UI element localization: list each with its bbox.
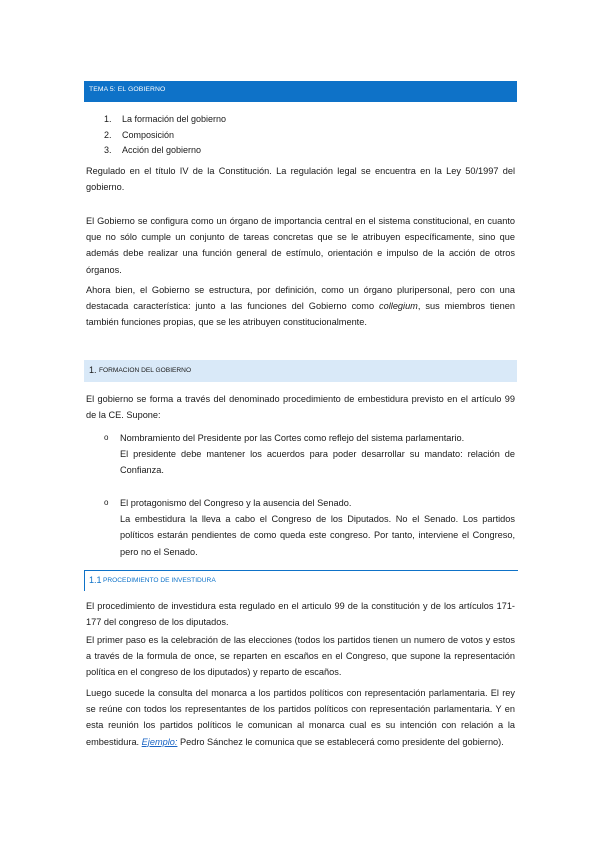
bullet-body: El presidente debe mantener los acuerdos para poder desarrollar su mandato: relación de Confianza. (120, 449, 515, 476)
example-link[interactable]: Ejemplo: (141, 736, 178, 747)
bullet-heading: Nombramiento del Presidente por las Cortes como reflejo del sistema parlamentario. (120, 433, 465, 443)
subsection-title: PROCEDIMIENTO DE INVESTIDURA (103, 577, 216, 584)
intro-paragraph-2: El Gobierno se configura como un órgano de importancia central en el sistema constitucional, en cuanto que no sólo cumple un conjunto de tareas concretas que se le atribuyen específicamente, sino que además debe realizar una función general de estímulo, orientación e impulso de la acción de otros órganos. (86, 216, 515, 275)
section-title: FORMACION DEL GOBIERNO (99, 367, 192, 374)
intro-paragraph-3: Ahora bien, el Gobierno se estructura, por definición, como un órgano pluripersonal, pero con una destacada característica: junto a las funciones del Gobierno como collegium, sus miembros tienen también funciones propias, que se les atribuyen constitucionalmente. (86, 285, 515, 328)
bullet-mark: o (104, 498, 109, 507)
investidura-paragraph-3: Luego sucede la consulta del monarca a los partidos políticos con representación parlamentaria. El rey se reúne con todos los representantes de los partidos políticos con representación parlamentaria. Y en esta reunión los partidos políticos le comunican al monarca cual es su intención con relación a la embestidura. Ejemplo: Pedro Sánchez le comunica que se establecerá como presidente del gobierno). (86, 688, 515, 747)
bullet-heading: El protagonismo del Congreso y la ausencia del Senado. (120, 498, 352, 508)
section-1-1-header (84, 570, 518, 591)
outline-item: 3. Acción del gobierno (104, 145, 202, 155)
collegium-term: collegium (379, 301, 418, 312)
topic-title: TEMA 5: EL GOBIERNO (89, 86, 166, 93)
section-number: 1. (89, 365, 97, 375)
outline-item: 1. La formación del gobierno (104, 114, 227, 124)
investidura-paragraph-2: El primer paso es la celebración de las elecciones (todos los partidos tienen un numero de votos y estos a través de la formula de once, se reparten en escaños en el Congreso, que supone la representación política en el congreso de los diputados) y reparto de escaños. (86, 635, 515, 678)
section-1-header (84, 360, 517, 382)
outline-list (104, 112, 226, 159)
outline-item: 2. Composición (104, 129, 175, 140)
topic-header-bar (84, 81, 517, 102)
intro-paragraph-1: Regulado en el título IV de la Constitución. La regulación legal se encuentra en la Ley 50/1997 del gobierno. (86, 166, 515, 193)
section-1-paragraph: El gobierno se forma a través del denominado procedimiento de embestidura previsto en el artículo 99 de la CE. Supone: (86, 394, 515, 421)
investidura-paragraph-1: El procedimiento de investidura esta regulado en el articulo 99 de la constitución y de los artículos 171-177 del congreso de los diputados. (86, 601, 515, 628)
bullet-body: La embestidura la lleva a cabo el Congreso de los Diputados. No el Senado. Los partidos políticos estarán pendientes de como queda este congreso. Por tanto, interviene el Congreso, pero no el Senado. (120, 514, 515, 557)
subsection-number: 1.1 (89, 575, 102, 585)
bullet-mark: o (104, 433, 109, 442)
